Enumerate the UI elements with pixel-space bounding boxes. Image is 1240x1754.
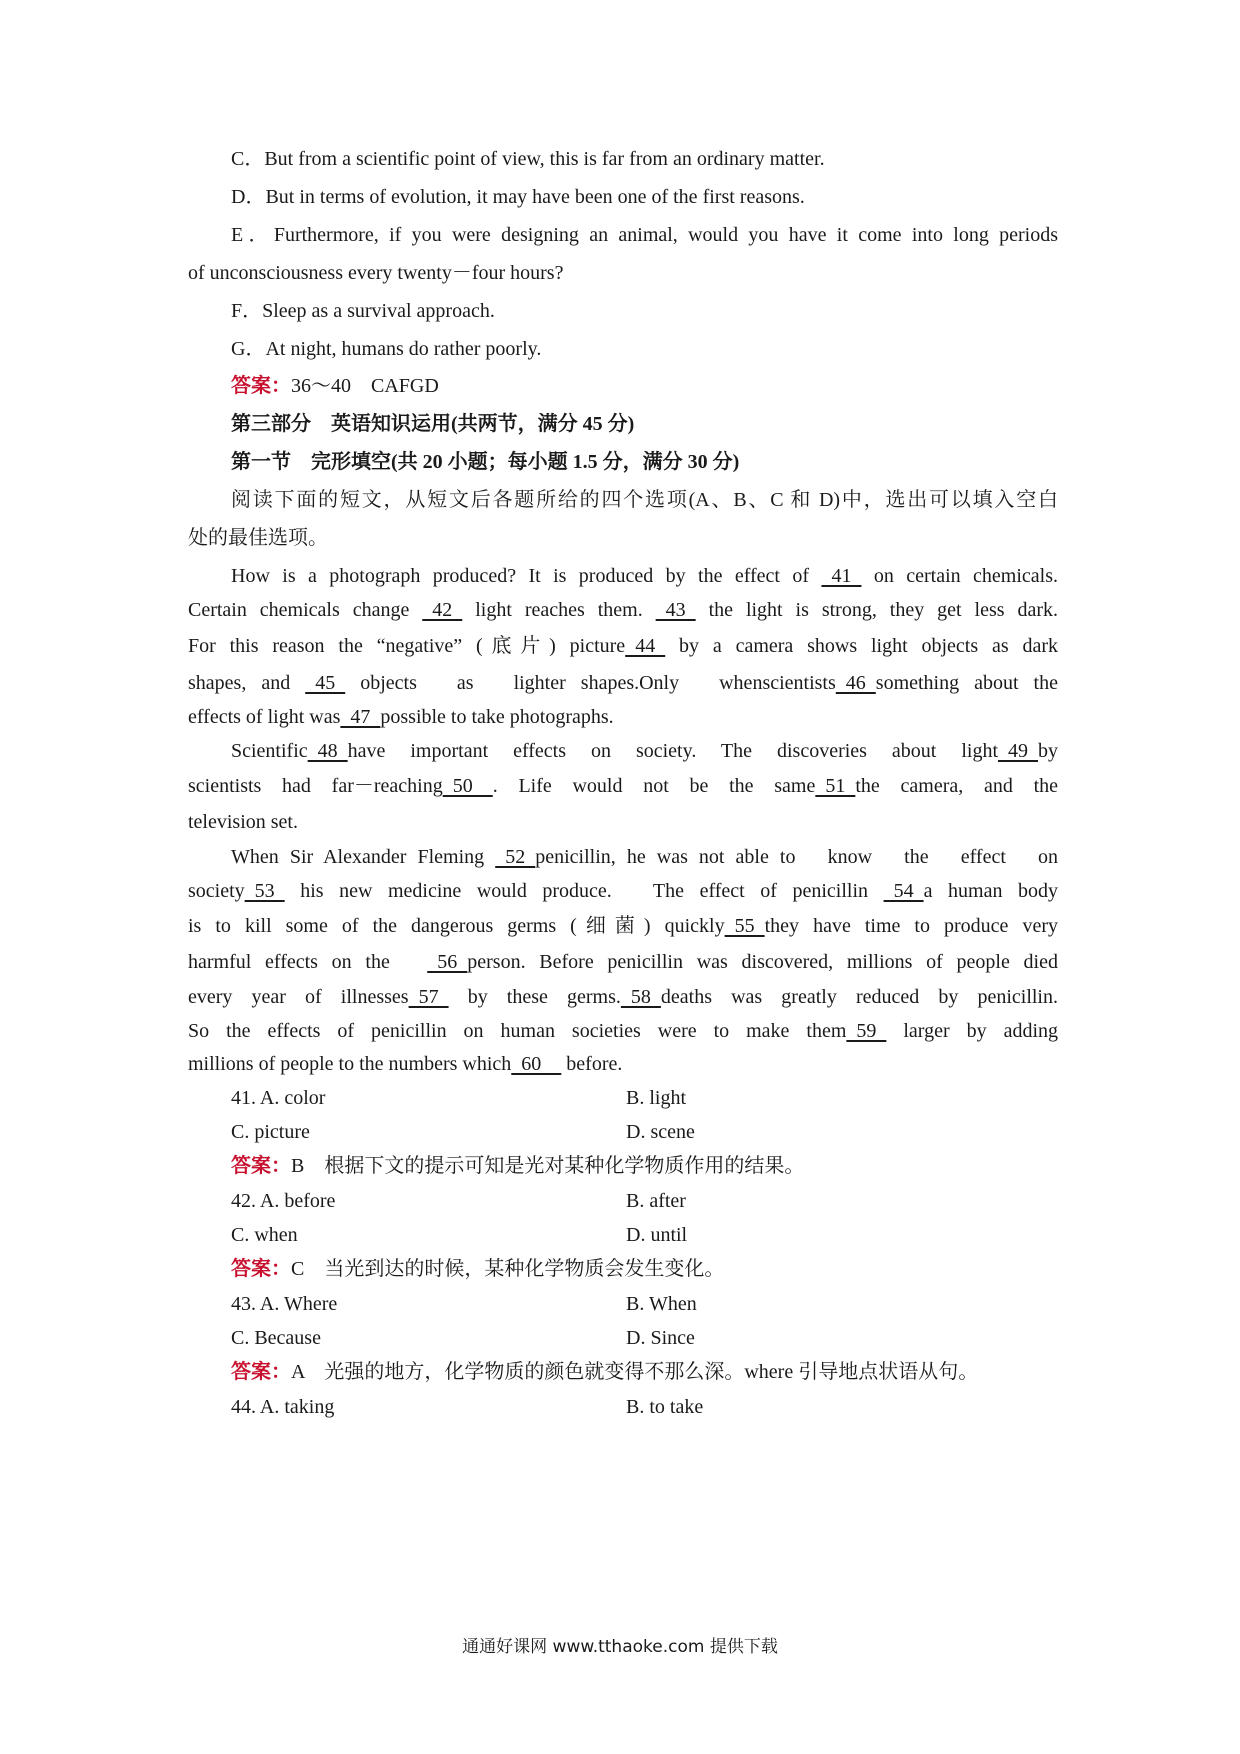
option-d: D. Since: [626, 1327, 695, 1349]
question-44-row1: [188, 1396, 1058, 1418]
answer-text: 36～40 CAFGD: [291, 375, 439, 397]
passage-text: have important effects on society. The discoveries about light: [347, 740, 998, 762]
question-42-row2: [188, 1224, 1058, 1246]
blank-57: 57: [408, 986, 449, 1008]
option-b: B. When: [626, 1293, 697, 1315]
answer-41: [188, 1155, 1058, 1177]
option-a: 43. A. Where: [231, 1293, 338, 1315]
question-42-row1: [188, 1190, 1058, 1212]
passage-text: his new medicine would produce. The effect of penicillin: [284, 880, 884, 902]
passage-p3-line4: [188, 951, 1058, 973]
answer-text: A 光强的地方，化学物质的颜色就变得不那么深。where 引导地点状语从句。: [291, 1361, 979, 1383]
option-d: D. scene: [626, 1121, 695, 1143]
blank-54: 54: [883, 880, 924, 902]
question-41-row1: [188, 1087, 1058, 1109]
blank-45: 45: [305, 672, 346, 694]
passage-p1-line3: [188, 635, 1058, 657]
question-43-row1: [188, 1293, 1058, 1315]
blank-50: 50: [442, 775, 493, 797]
option-e-line2: of unconsciousness every twenty－four hours?: [188, 262, 564, 284]
option-b: B. to take: [626, 1396, 704, 1418]
passage-text: society: [188, 880, 245, 902]
passage-text: on certain chemicals.: [861, 565, 1058, 587]
answer-text: C 当光到达的时候，某种化学物质会发生变化。: [291, 1258, 725, 1280]
passage-text: penicillin, he was not able to know the effect on: [535, 846, 1059, 868]
document-page: [188, 148, 1058, 1418]
passage-text: by these germs.: [448, 986, 621, 1008]
passage-text: effects of light was: [188, 706, 341, 728]
instruction-line1: 阅读下面的短文，从短文后各题所给的四个选项(A、B、C 和 D)中，选出可以填入空白: [231, 489, 1058, 511]
option-c: C．But from a scientific point of view, this is far from an ordinary matter.: [231, 148, 825, 170]
blank-58: 58: [620, 986, 661, 1008]
passage-p1-line4: [188, 672, 1058, 694]
passage-text: How is a photograph produced? It is produced by the effect of: [231, 565, 822, 587]
option-c: C. picture: [231, 1121, 310, 1143]
option-g: G．At night, humans do rather poorly.: [231, 338, 542, 360]
passage-text: the camera, and the: [855, 775, 1059, 797]
answer-42: [188, 1258, 1058, 1280]
passage-text: before.: [561, 1053, 623, 1075]
option-c: C. Because: [231, 1327, 321, 1349]
answer-text: B 根据下文的提示可知是光对某种化学物质作用的结果。: [291, 1155, 805, 1177]
blank-42: 42: [422, 599, 463, 621]
passage-text: light reaches them.: [462, 599, 656, 621]
answer-43: [188, 1361, 1058, 1383]
option-c: C. when: [231, 1224, 298, 1246]
blank-52: 52: [495, 846, 536, 868]
passage-text: Certain chemicals change: [188, 599, 423, 621]
passage-p3-line5: [188, 986, 1058, 1008]
passage-p3-line6: [188, 1020, 1058, 1042]
answer-label: 答案：: [231, 375, 291, 397]
answer-label: 答案：: [231, 1155, 291, 1177]
passage-p3-line3: [188, 915, 1058, 937]
passage-text: harmful effects on the: [188, 951, 428, 973]
passage-text: by: [1038, 740, 1058, 762]
passage-p2-line1: [188, 740, 1058, 762]
instruction-line2: 处的最佳选项。: [188, 527, 328, 549]
passage-text: by a camera shows light objects as dark: [665, 635, 1059, 657]
passage-p1-line1: [188, 565, 1058, 587]
answer-36-40: [188, 375, 1058, 397]
blank-60: 60: [511, 1053, 562, 1075]
option-b: B. light: [626, 1087, 687, 1109]
blank-56: 56: [427, 951, 468, 973]
passage-text: deaths was greatly reduced by penicillin.: [660, 986, 1058, 1008]
subsection-title: 第一节 完形填空(共 20 小题；每小题 1.5 分，满分 30 分): [231, 451, 740, 473]
blank-44: 44: [625, 635, 666, 657]
option-d: D．But in terms of evolution, it may have been one of the first reasons.: [231, 186, 805, 208]
passage-text: For this reason the “negative” (底片) picture: [188, 635, 626, 657]
question-43-row2: [188, 1327, 1058, 1349]
passage-text: Scientific: [231, 740, 308, 762]
passage-text: So the effects of penicillin on human societies were to make them: [188, 1020, 847, 1042]
option-b: B. after: [626, 1190, 686, 1212]
passage-text: something about the: [875, 672, 1058, 694]
passage-text: possible to take photographs.: [380, 706, 614, 728]
passage-text: scientists had far－reaching: [188, 775, 443, 797]
passage-p3-line1: [188, 846, 1058, 868]
blank-59: 59: [846, 1020, 887, 1042]
blank-43: 43: [655, 599, 696, 621]
passage-text: When Sir Alexander Fleming: [231, 846, 496, 868]
blank-48: 48: [307, 740, 348, 762]
passage-p3-line2: [188, 880, 1058, 902]
answer-label: 答案：: [231, 1361, 291, 1383]
passage-p1-line5: [188, 706, 1058, 728]
option-e-line1: E．Furthermore, if you were designing an animal, would you have it come into long periods: [231, 224, 1058, 246]
passage-text: millions of people to the numbers which: [188, 1053, 512, 1075]
passage-text: . Life would not be the same: [492, 775, 816, 797]
section-title: 第三部分 英语知识运用(共两节，满分 45 分): [231, 413, 635, 435]
passage-text: they have time to produce very: [764, 915, 1058, 937]
passage-p2-line2: [188, 775, 1058, 797]
blank-49: 49: [998, 740, 1038, 762]
passage-text: a human body: [923, 880, 1058, 902]
passage-text: every year of illnesses: [188, 986, 409, 1008]
option-a: 42. A. before: [231, 1190, 336, 1212]
passage-text: larger by adding: [886, 1020, 1059, 1042]
blank-47: 47: [340, 706, 381, 728]
blank-51: 51: [815, 775, 856, 797]
blank-41: 41: [821, 565, 862, 587]
blank-55: 55: [724, 915, 765, 937]
passage-text: person. Before penicillin was discovered, millions of people died: [467, 951, 1058, 973]
blank-46: 46: [835, 672, 876, 694]
passage-p2-line3: television set.: [188, 811, 298, 833]
option-a: 41. A. color: [231, 1087, 326, 1109]
passage-text: is to kill some of the dangerous germs (细菌) quickly: [188, 915, 725, 937]
page-footer: 通通好课网 www.tthaoke.com 提供下载: [462, 1637, 778, 1657]
answer-label: 答案：: [231, 1258, 291, 1280]
option-d: D. until: [626, 1224, 688, 1246]
passage-text: objects as lighter shapes.Only whenscientists: [345, 672, 836, 694]
option-f: F．Sleep as a survival approach.: [231, 300, 495, 322]
blank-53: 53: [244, 880, 285, 902]
passage-p3-line7: [188, 1053, 1058, 1075]
passage-p1-line2: [188, 599, 1058, 621]
passage-text: the light is strong, they get less dark.: [695, 599, 1058, 621]
question-41-row2: [188, 1121, 1058, 1143]
option-a: 44. A. taking: [231, 1396, 335, 1418]
passage-text: shapes, and: [188, 672, 306, 694]
